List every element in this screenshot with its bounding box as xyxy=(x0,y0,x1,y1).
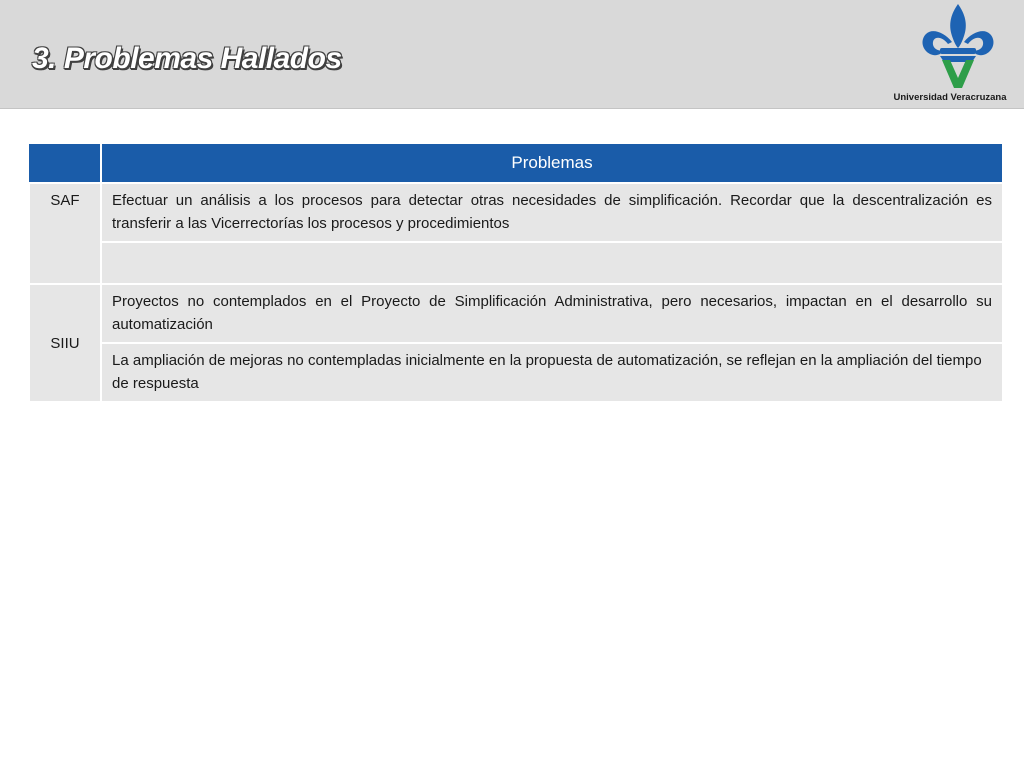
table-row xyxy=(29,242,1003,284)
problems-table xyxy=(28,142,1004,403)
table-header-corner xyxy=(29,143,101,183)
table-row xyxy=(29,343,1003,402)
table-row xyxy=(29,284,1003,343)
row-label-saf: SAF xyxy=(29,183,101,284)
row-label-siiu: SIIU xyxy=(29,284,101,402)
logo-caption: Universidad Veracruzana xyxy=(893,92,1007,103)
table-header-problemas: Problemas xyxy=(101,143,1003,183)
problem-cell: Efectuar un análisis a los procesos para detectar otras necesidades de simplificación. Recordar que la descentralización es transferir a las Vicerrectorías los procesos y procedimientos xyxy=(101,183,1003,242)
universidad-veracruzana-logo-icon xyxy=(918,2,998,92)
table-header-row xyxy=(29,143,1003,183)
slide-title: 3. Problemas Hallados xyxy=(32,42,342,75)
problem-cell-empty xyxy=(101,242,1003,284)
problem-cell: La ampliación de mejoras no contempladas inicialmente en la propuesta de automatización, se reflejan en la ampliación del tiempo de respuesta xyxy=(101,343,1003,402)
table-row xyxy=(29,183,1003,242)
problem-cell: Proyectos no contemplados en el Proyecto de Simplificación Administrativa, pero necesarios, impactan en el desarrollo su automatización xyxy=(101,284,1003,343)
